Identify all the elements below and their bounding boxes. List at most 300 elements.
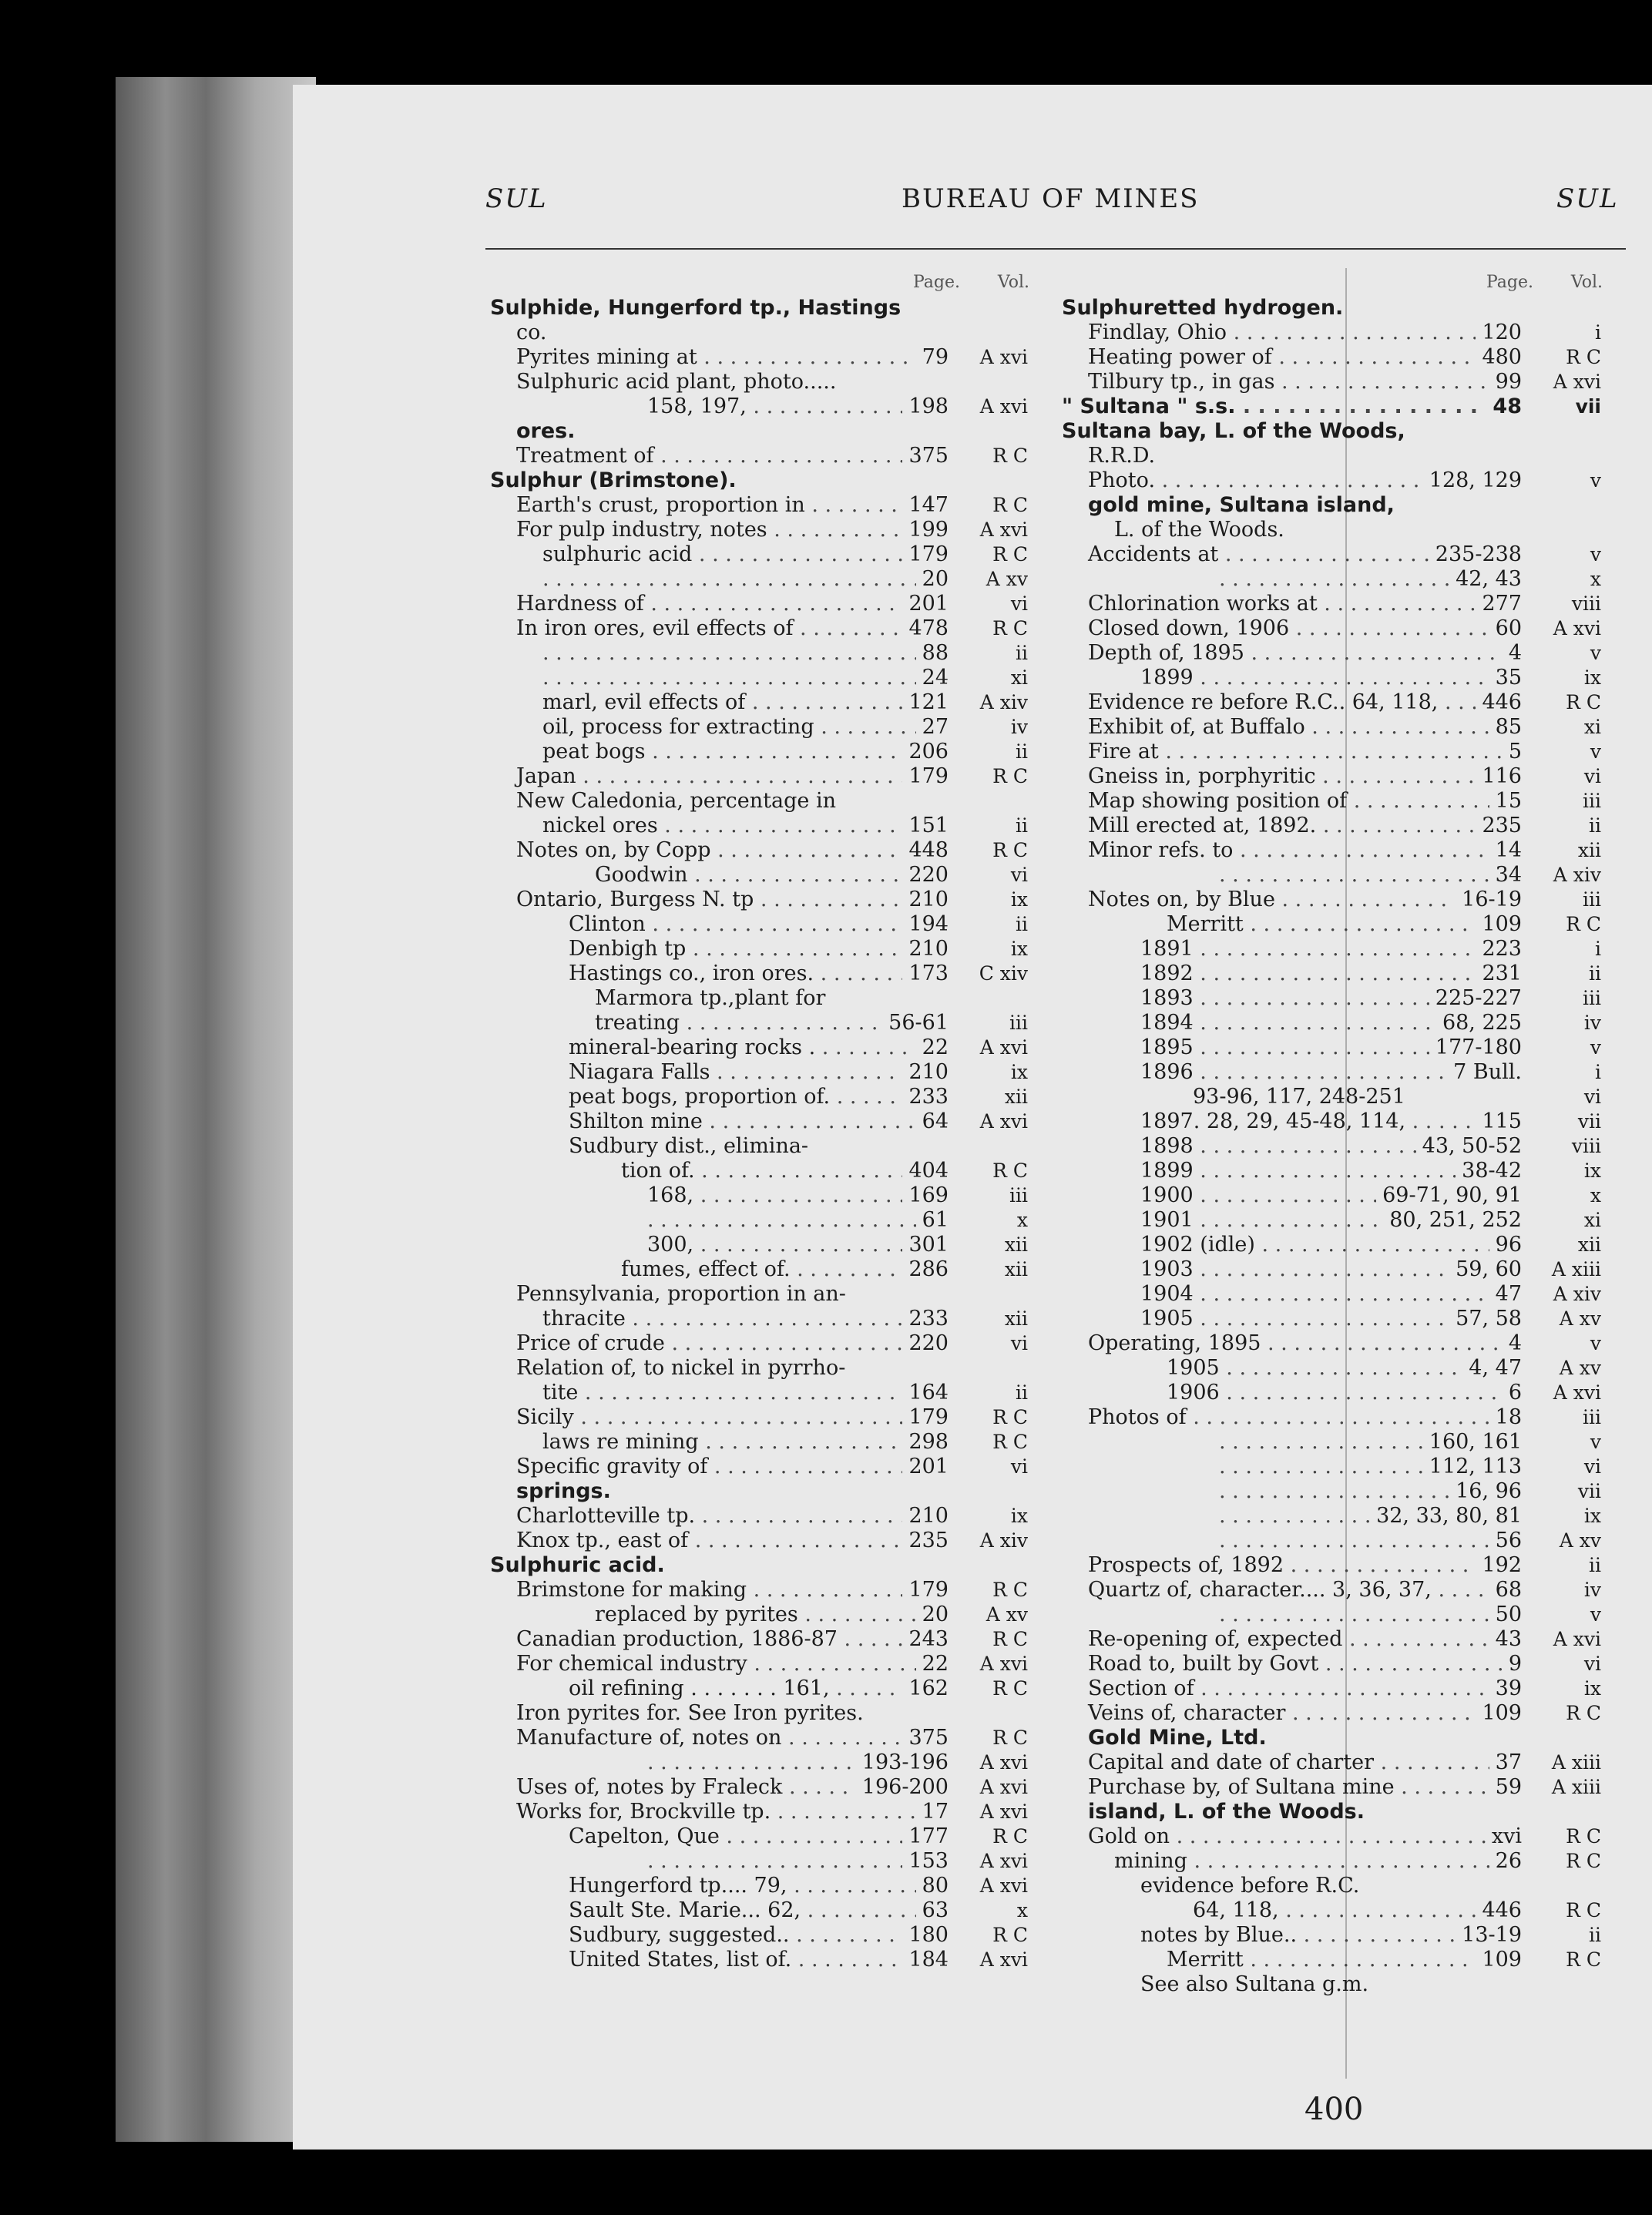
index-entry xyxy=(490,814,1037,838)
entry-page: 48 xyxy=(1486,394,1522,419)
entry-volume: A xvi xyxy=(979,1948,1028,1971)
entry-volume: v xyxy=(1590,543,1601,565)
entry-volume: vi xyxy=(1010,1332,1028,1354)
entry-volume: xi xyxy=(1583,716,1601,738)
entry-text: 1897. 28, 29, 45-48, 114, . . . xyxy=(1062,1109,1522,1134)
index-entry xyxy=(1062,1800,1610,1824)
entry-volume: R C xyxy=(1566,346,1601,368)
page-number: 400 xyxy=(1304,2092,1364,2127)
entry-page: 120 xyxy=(1476,321,1522,345)
entry-page: 301 xyxy=(902,1233,949,1257)
index-entry xyxy=(490,321,1037,345)
entry-text xyxy=(490,1208,949,1233)
index-entry xyxy=(490,1948,1037,1972)
index-entry xyxy=(1062,814,1610,838)
entry-text xyxy=(490,1849,949,1874)
index-entry xyxy=(1062,1972,1610,1997)
entry-volume: vi xyxy=(1583,765,1601,787)
entry-volume: A xv xyxy=(1559,1529,1601,1552)
index-entry xyxy=(490,1060,1037,1085)
entry-page: 448 xyxy=(902,838,949,863)
entry-volume: A xv xyxy=(985,1603,1028,1626)
index-entry xyxy=(490,1183,1037,1208)
index-entry xyxy=(1062,1183,1610,1208)
index-entry xyxy=(1062,1874,1610,1898)
entry-page: 79 xyxy=(916,345,949,370)
entry-volume: ix xyxy=(1010,1061,1028,1083)
entry-volume: vi xyxy=(1583,1086,1601,1108)
entry-volume: A xvi xyxy=(979,1850,1028,1872)
entry-page: 147 xyxy=(902,493,949,518)
entry-volume: vi xyxy=(1583,1455,1601,1478)
entry-text: Evidence re before R.C.. 64, 118, . . . xyxy=(1062,690,1522,715)
entry-volume: x xyxy=(1590,568,1601,590)
entry-text: 1902 (idle) . . . xyxy=(1062,1233,1522,1257)
entry-text: Prospects of, 1892 . . . xyxy=(1062,1553,1522,1578)
entry-text: Works for, Brockville tp. . . . xyxy=(490,1800,949,1824)
index-entry xyxy=(490,394,1037,419)
index-entry xyxy=(490,1356,1037,1381)
index-entry xyxy=(1062,444,1610,468)
entry-text: gold mine, Sultana island, xyxy=(1088,493,1395,517)
entry-volume: A xiv xyxy=(979,691,1028,713)
entry-page: 151 xyxy=(902,814,949,838)
entry-text xyxy=(1062,1529,1522,1553)
index-entry xyxy=(490,468,1037,493)
entry-text: 1901 . . . xyxy=(1062,1208,1522,1233)
entry-text: mineral-bearing rocks . . . . xyxy=(490,1035,949,1060)
index-entry xyxy=(490,1430,1037,1455)
entry-text: 300, . . . xyxy=(490,1233,949,1257)
index-entry xyxy=(1062,1208,1610,1233)
index-entry xyxy=(490,1800,1037,1824)
entry-text: 64, 118, . . . xyxy=(1062,1898,1522,1923)
entry-volume: A xiii xyxy=(1551,1776,1601,1798)
entry-page: 116 xyxy=(1476,764,1522,789)
entry-text: springs. xyxy=(516,1479,611,1503)
entry-page: 109 xyxy=(1476,912,1522,937)
entry-text: Price of crude . . . xyxy=(490,1331,949,1356)
entry-page: 121 xyxy=(902,690,949,715)
entry-page: 15 xyxy=(1489,789,1522,814)
entry-volume: A xvi xyxy=(1553,617,1601,639)
entry-page: 37 xyxy=(1489,1750,1522,1775)
entry-volume: R C xyxy=(992,765,1028,787)
index-entry xyxy=(490,715,1037,740)
index-entry xyxy=(1062,1923,1610,1948)
entry-page: 177 xyxy=(902,1824,949,1849)
entry-volume: R C xyxy=(1566,1899,1601,1921)
index-entry xyxy=(1062,962,1610,986)
entry-page: 109 xyxy=(1476,1701,1522,1726)
index-entry xyxy=(1062,1356,1610,1381)
entry-text: 1900 . . . xyxy=(1062,1183,1522,1208)
entry-text: Mill erected at, 1892. . . . xyxy=(1062,814,1522,838)
entry-page: 56-61 xyxy=(882,1011,949,1035)
entry-volume: ii xyxy=(1589,814,1601,837)
entry-volume: A xiii xyxy=(1551,1751,1601,1774)
entry-page: 160, 161 xyxy=(1423,1430,1522,1455)
entry-volume: R C xyxy=(992,1406,1028,1428)
entry-volume: x xyxy=(1016,1209,1028,1231)
entry-text: Merritt . . . xyxy=(1062,912,1522,937)
entry-text: Denbigh tp . . . xyxy=(490,937,949,962)
entry-text: oil, process for extracting . . . xyxy=(490,715,949,740)
entry-text: Gold Mine, Ltd. xyxy=(1088,1726,1267,1750)
entry-page: 85 xyxy=(1489,715,1522,740)
right-column xyxy=(1062,268,1610,1997)
index-entry xyxy=(1062,1553,1610,1578)
entry-text: Section of . . . xyxy=(1062,1676,1522,1701)
entry-page: 193-196 xyxy=(856,1750,949,1775)
entry-text: Sulphuric acid. xyxy=(490,1553,665,1577)
entry-text xyxy=(1062,1603,1522,1627)
header-center: BUREAU OF MINES xyxy=(902,183,1200,214)
entry-page: 96 xyxy=(1489,1233,1522,1257)
entry-page: 201 xyxy=(902,1455,949,1479)
entry-volume: R C xyxy=(1566,691,1601,713)
entry-page: 235 xyxy=(902,1529,949,1553)
entry-volume: v xyxy=(1590,469,1601,492)
entry-volume: vii xyxy=(1577,1480,1601,1502)
entry-volume: R C xyxy=(992,1924,1028,1946)
entry-volume: R C xyxy=(992,445,1028,467)
entry-volume: ix xyxy=(1583,1160,1601,1182)
entry-text: Specific gravity of . . . xyxy=(490,1455,949,1479)
index-entry xyxy=(490,690,1037,715)
entry-page: 27 xyxy=(916,715,949,740)
entry-text: Hungerford tp.... 79, . . . xyxy=(490,1874,949,1898)
entry-page: 39 xyxy=(1489,1676,1522,1701)
entry-page: 210 xyxy=(902,1504,949,1529)
entry-text: Findlay, Ohio . . . xyxy=(1062,321,1522,345)
entry-volume: v xyxy=(1590,1036,1601,1059)
index-entry xyxy=(490,296,1037,321)
entry-volume: A xiv xyxy=(1553,864,1601,886)
entry-text: Exhibit of, at Buffalo . . . xyxy=(1062,715,1522,740)
entry-page: 13-19 xyxy=(1456,1923,1522,1948)
entry-page: 277 xyxy=(1476,592,1522,616)
entry-text: Purchase by, of Sultana mine . . . xyxy=(1062,1775,1522,1800)
entry-text: Knox tp., east of . . . xyxy=(490,1529,949,1553)
entry-page: 7 Bull. xyxy=(1447,1060,1522,1085)
entry-page: 220 xyxy=(902,1331,949,1356)
index-entry xyxy=(490,1652,1037,1676)
entry-volume: iii xyxy=(1583,790,1601,812)
index-entry xyxy=(490,1824,1037,1849)
index-entry xyxy=(1062,468,1610,493)
entry-page: 68, 225 xyxy=(1436,1011,1522,1035)
entry-page: 16-19 xyxy=(1456,888,1522,912)
entry-page: 9 xyxy=(1503,1652,1522,1676)
entry-text: ores. xyxy=(516,419,576,443)
entry-volume: x xyxy=(1590,1184,1601,1207)
index-entry xyxy=(1062,1676,1610,1701)
page-col-label: Page. xyxy=(1486,273,1533,292)
index-entry xyxy=(490,1898,1037,1923)
entry-page: 50 xyxy=(1489,1603,1522,1627)
entry-text: Relation of, to nickel in pyrrho- xyxy=(516,1356,846,1380)
entry-text: Marmora tp.,plant for xyxy=(595,986,826,1010)
entry-volume: vi xyxy=(1583,1653,1601,1675)
index-page xyxy=(293,85,1652,2150)
index-entry xyxy=(490,641,1037,666)
entry-volume: A xiv xyxy=(1553,1283,1601,1305)
entry-page: 179 xyxy=(902,764,949,789)
entry-volume: vii xyxy=(1577,1110,1601,1133)
index-entry xyxy=(490,493,1037,518)
entry-volume: ix xyxy=(1583,666,1601,689)
index-entry xyxy=(490,1676,1037,1701)
index-entry xyxy=(1062,1455,1610,1479)
entry-page: 42, 43 xyxy=(1449,567,1522,592)
entry-volume: iv xyxy=(1583,1579,1601,1601)
index-entry xyxy=(490,764,1037,789)
index-entry xyxy=(490,789,1037,814)
entry-text: Fire at . . . xyxy=(1062,740,1522,764)
entry-text: marl, evil effects of . . . xyxy=(490,690,949,715)
entry-volume: A xiv xyxy=(979,1529,1028,1552)
index-entry xyxy=(1062,1603,1610,1627)
index-entry xyxy=(1062,1529,1610,1553)
index-entry xyxy=(1062,764,1610,789)
entry-page: 4, 47 xyxy=(1462,1356,1522,1381)
index-entry xyxy=(490,345,1037,370)
left-column-head xyxy=(490,268,1037,296)
entry-page: 199 xyxy=(902,518,949,542)
entry-page: 184 xyxy=(902,1948,949,1972)
entry-text: Charlotteville tp. . . . xyxy=(490,1504,949,1529)
entry-page: 22 xyxy=(916,1035,949,1060)
entry-text: In iron ores, evil effects of . . . xyxy=(490,616,949,641)
entry-page: 57, 58 xyxy=(1449,1307,1522,1331)
index-entry xyxy=(1062,1257,1610,1282)
entry-page: 17 xyxy=(916,1800,949,1824)
entry-volume: v xyxy=(1590,740,1601,763)
index-entry xyxy=(1062,1627,1610,1652)
entry-text xyxy=(1062,863,1522,888)
entry-text: Veins of, character . . . xyxy=(1062,1701,1522,1726)
entry-text: oil refining . . . . . . . 161, . . . xyxy=(490,1676,949,1701)
entry-page: 38-42 xyxy=(1456,1159,1522,1183)
entry-text: Hastings co., iron ores. . . . xyxy=(490,962,949,986)
index-entry xyxy=(490,444,1037,468)
entry-text: 1893 . . . xyxy=(1062,986,1522,1011)
entry-volume: R C xyxy=(992,1579,1028,1601)
entry-text: Clinton . . . xyxy=(490,912,949,937)
entry-page: 198 xyxy=(902,394,949,419)
entry-page: 109 xyxy=(1476,1948,1522,1972)
entry-page: 225-227 xyxy=(1429,986,1522,1011)
entry-page: 88 xyxy=(916,641,949,666)
entry-page: 446 xyxy=(1476,690,1522,715)
entry-text: Re-opening of, expected . . . xyxy=(1062,1627,1522,1652)
entry-volume: R C xyxy=(992,1825,1028,1848)
entry-text: 168, . . . xyxy=(490,1183,949,1208)
entry-volume: xii xyxy=(1577,1233,1601,1256)
index-entry xyxy=(490,1750,1037,1775)
right-column-head xyxy=(1062,268,1610,296)
book-spine-edge xyxy=(116,77,316,2142)
entry-page: 210 xyxy=(902,1060,949,1085)
index-entry xyxy=(1062,888,1610,912)
entry-volume: viii xyxy=(1571,1135,1601,1157)
entry-page: 18 xyxy=(1489,1405,1522,1430)
index-entry xyxy=(1062,345,1610,370)
entry-volume: vii xyxy=(1575,395,1601,418)
entry-text: Minor refs. to . . . xyxy=(1062,838,1522,863)
index-entry xyxy=(1062,518,1610,542)
entry-page: 60 xyxy=(1489,616,1522,641)
index-entry xyxy=(1062,370,1610,394)
entry-text: Merritt . . . xyxy=(1062,1948,1522,1972)
index-entry xyxy=(1062,1824,1610,1849)
entry-text: New Caledonia, percentage in xyxy=(516,789,836,813)
entry-page: 4 xyxy=(1503,1331,1522,1356)
entry-text: For pulp industry, notes . . . xyxy=(490,518,949,542)
entry-volume: A xv xyxy=(1559,1357,1601,1379)
index-entry xyxy=(490,1134,1037,1159)
entry-volume: v xyxy=(1590,1603,1601,1626)
entry-volume: v xyxy=(1590,1431,1601,1453)
entry-volume: ix xyxy=(1010,888,1028,911)
entry-page: 206 xyxy=(902,740,949,764)
entry-volume: A xvi xyxy=(1553,1628,1601,1650)
entry-text: United States, list of. . . . xyxy=(490,1948,949,1972)
entry-page: 6 xyxy=(1503,1381,1522,1405)
entry-text: Sault Ste. Marie... 62, . . . xyxy=(490,1898,949,1923)
entry-volume: A xvi xyxy=(979,1776,1028,1798)
entry-text: thracite . . . xyxy=(490,1307,949,1331)
entry-text: Map showing position of . . . xyxy=(1062,789,1522,814)
index-entry xyxy=(490,1257,1037,1282)
entry-text: Pyrites mining at . . . xyxy=(490,345,949,370)
entry-text: notes by Blue.. . . . xyxy=(1062,1923,1522,1948)
entry-page: 20 xyxy=(916,567,949,592)
index-entry xyxy=(490,838,1037,863)
entry-volume: R C xyxy=(1566,913,1601,935)
entry-volume: iii xyxy=(1009,1012,1028,1034)
entry-text: Sulphuric acid plant, photo..... xyxy=(516,370,837,394)
entry-page: 210 xyxy=(902,888,949,912)
entry-text: Capital and date of charter . . . xyxy=(1062,1750,1522,1775)
index-entry xyxy=(490,1331,1037,1356)
index-entry xyxy=(490,863,1037,888)
entry-text: Depth of, 1895 . . . xyxy=(1062,641,1522,666)
entry-text: Manufacture of, notes on . . . xyxy=(490,1726,949,1750)
entry-volume: R C xyxy=(992,1160,1028,1182)
entry-text: Pennsylvania, proportion in an- xyxy=(516,1282,846,1306)
index-entry xyxy=(1062,1652,1610,1676)
index-entry xyxy=(1062,542,1610,567)
index-entry xyxy=(490,1109,1037,1134)
entry-volume: R C xyxy=(992,1677,1028,1700)
entry-page: 375 xyxy=(902,444,949,468)
entry-page: 446 xyxy=(1476,1898,1522,1923)
entry-page: 80, 251, 252 xyxy=(1383,1208,1522,1233)
entry-text: 1892 . . . xyxy=(1062,962,1522,986)
entry-page: 112, 113 xyxy=(1423,1455,1522,1479)
index-entry xyxy=(1062,1233,1610,1257)
entry-text: " Sultana " s.s. . . . xyxy=(1062,394,1522,419)
entry-page: 16, 96 xyxy=(1449,1479,1522,1504)
entry-page: 56 xyxy=(1489,1529,1522,1553)
index-entry xyxy=(1062,863,1610,888)
vol-col-label: Vol. xyxy=(1570,273,1603,292)
entry-text: Shilton mine . . . xyxy=(490,1109,949,1134)
index-entry xyxy=(1062,1282,1610,1307)
entry-page: 61 xyxy=(916,1208,949,1233)
entry-page: 68 xyxy=(1489,1578,1522,1603)
entry-volume: A xvi xyxy=(979,1653,1028,1675)
entry-volume: iii xyxy=(1009,1184,1028,1207)
entry-volume: R C xyxy=(1566,1825,1601,1848)
entry-text: 1904 . . . xyxy=(1062,1282,1522,1307)
index-entry xyxy=(490,1208,1037,1233)
entry-page: 59, 60 xyxy=(1449,1257,1522,1282)
index-entry xyxy=(1062,1479,1610,1504)
entry-page: 115 xyxy=(1476,1109,1522,1134)
index-entry xyxy=(1062,690,1610,715)
entry-text: Brimstone for making . . . xyxy=(490,1578,949,1603)
entry-page: 128, 129 xyxy=(1423,468,1522,493)
entry-page: 223 xyxy=(1476,937,1522,962)
entry-volume: i xyxy=(1595,938,1601,960)
entry-text: 93-96, 117, 248-251 xyxy=(1193,1085,1405,1109)
entry-text: island, L. of the Woods. xyxy=(1088,1800,1365,1824)
entry-text: Accidents at . . . xyxy=(1062,542,1522,567)
entry-page: 177-180 xyxy=(1429,1035,1522,1060)
entry-text: fumes, effect of. . . . xyxy=(490,1257,949,1282)
index-entry xyxy=(490,986,1037,1011)
entry-text: Capelton, Que . . . xyxy=(490,1824,949,1849)
entry-text: Quartz of, character.... 3, 36, 37, . . . xyxy=(1062,1578,1522,1603)
entry-volume: R C xyxy=(992,543,1028,565)
index-entry xyxy=(1062,1405,1610,1430)
index-entry xyxy=(1062,1750,1610,1775)
entry-page: 231 xyxy=(1476,962,1522,986)
entry-text: Chlorination works at . . . xyxy=(1062,592,1522,616)
entry-text: Canadian production, 1886-87 . . . xyxy=(490,1627,949,1652)
entry-text: Notes on, by Copp . . . xyxy=(490,838,949,863)
entry-text: Uses of, notes by Fraleck . . . xyxy=(490,1775,949,1800)
entry-volume: ii xyxy=(1016,1381,1028,1404)
entry-page: 43, 50-52 xyxy=(1416,1134,1522,1159)
index-entry xyxy=(490,666,1037,690)
entry-text: Sudbury, suggested.. . . . xyxy=(490,1923,949,1948)
entry-text: Niagara Falls . . . xyxy=(490,1060,949,1085)
index-entry xyxy=(1062,1726,1610,1750)
index-entry xyxy=(490,912,1037,937)
entry-text: sulphuric acid . . . xyxy=(490,542,949,567)
vol-col-label: Vol. xyxy=(997,273,1029,292)
entry-page: 99 xyxy=(1489,370,1522,394)
entry-text: L. of the Woods. xyxy=(1114,518,1284,542)
entry-volume: ix xyxy=(1583,1505,1601,1527)
index-entry xyxy=(1062,740,1610,764)
index-entry xyxy=(490,542,1037,567)
index-entry xyxy=(490,1701,1037,1726)
entry-text: 1898 . . . xyxy=(1062,1134,1522,1159)
entry-volume: ix xyxy=(1010,1505,1028,1527)
entry-volume: A xvi xyxy=(979,1751,1028,1774)
entry-volume: C xiv xyxy=(979,962,1028,985)
entry-volume: A xvi xyxy=(979,1110,1028,1133)
entry-volume: xii xyxy=(1004,1086,1028,1108)
index-entry xyxy=(1062,296,1610,321)
entry-page: 35 xyxy=(1489,666,1522,690)
index-entry xyxy=(490,592,1037,616)
